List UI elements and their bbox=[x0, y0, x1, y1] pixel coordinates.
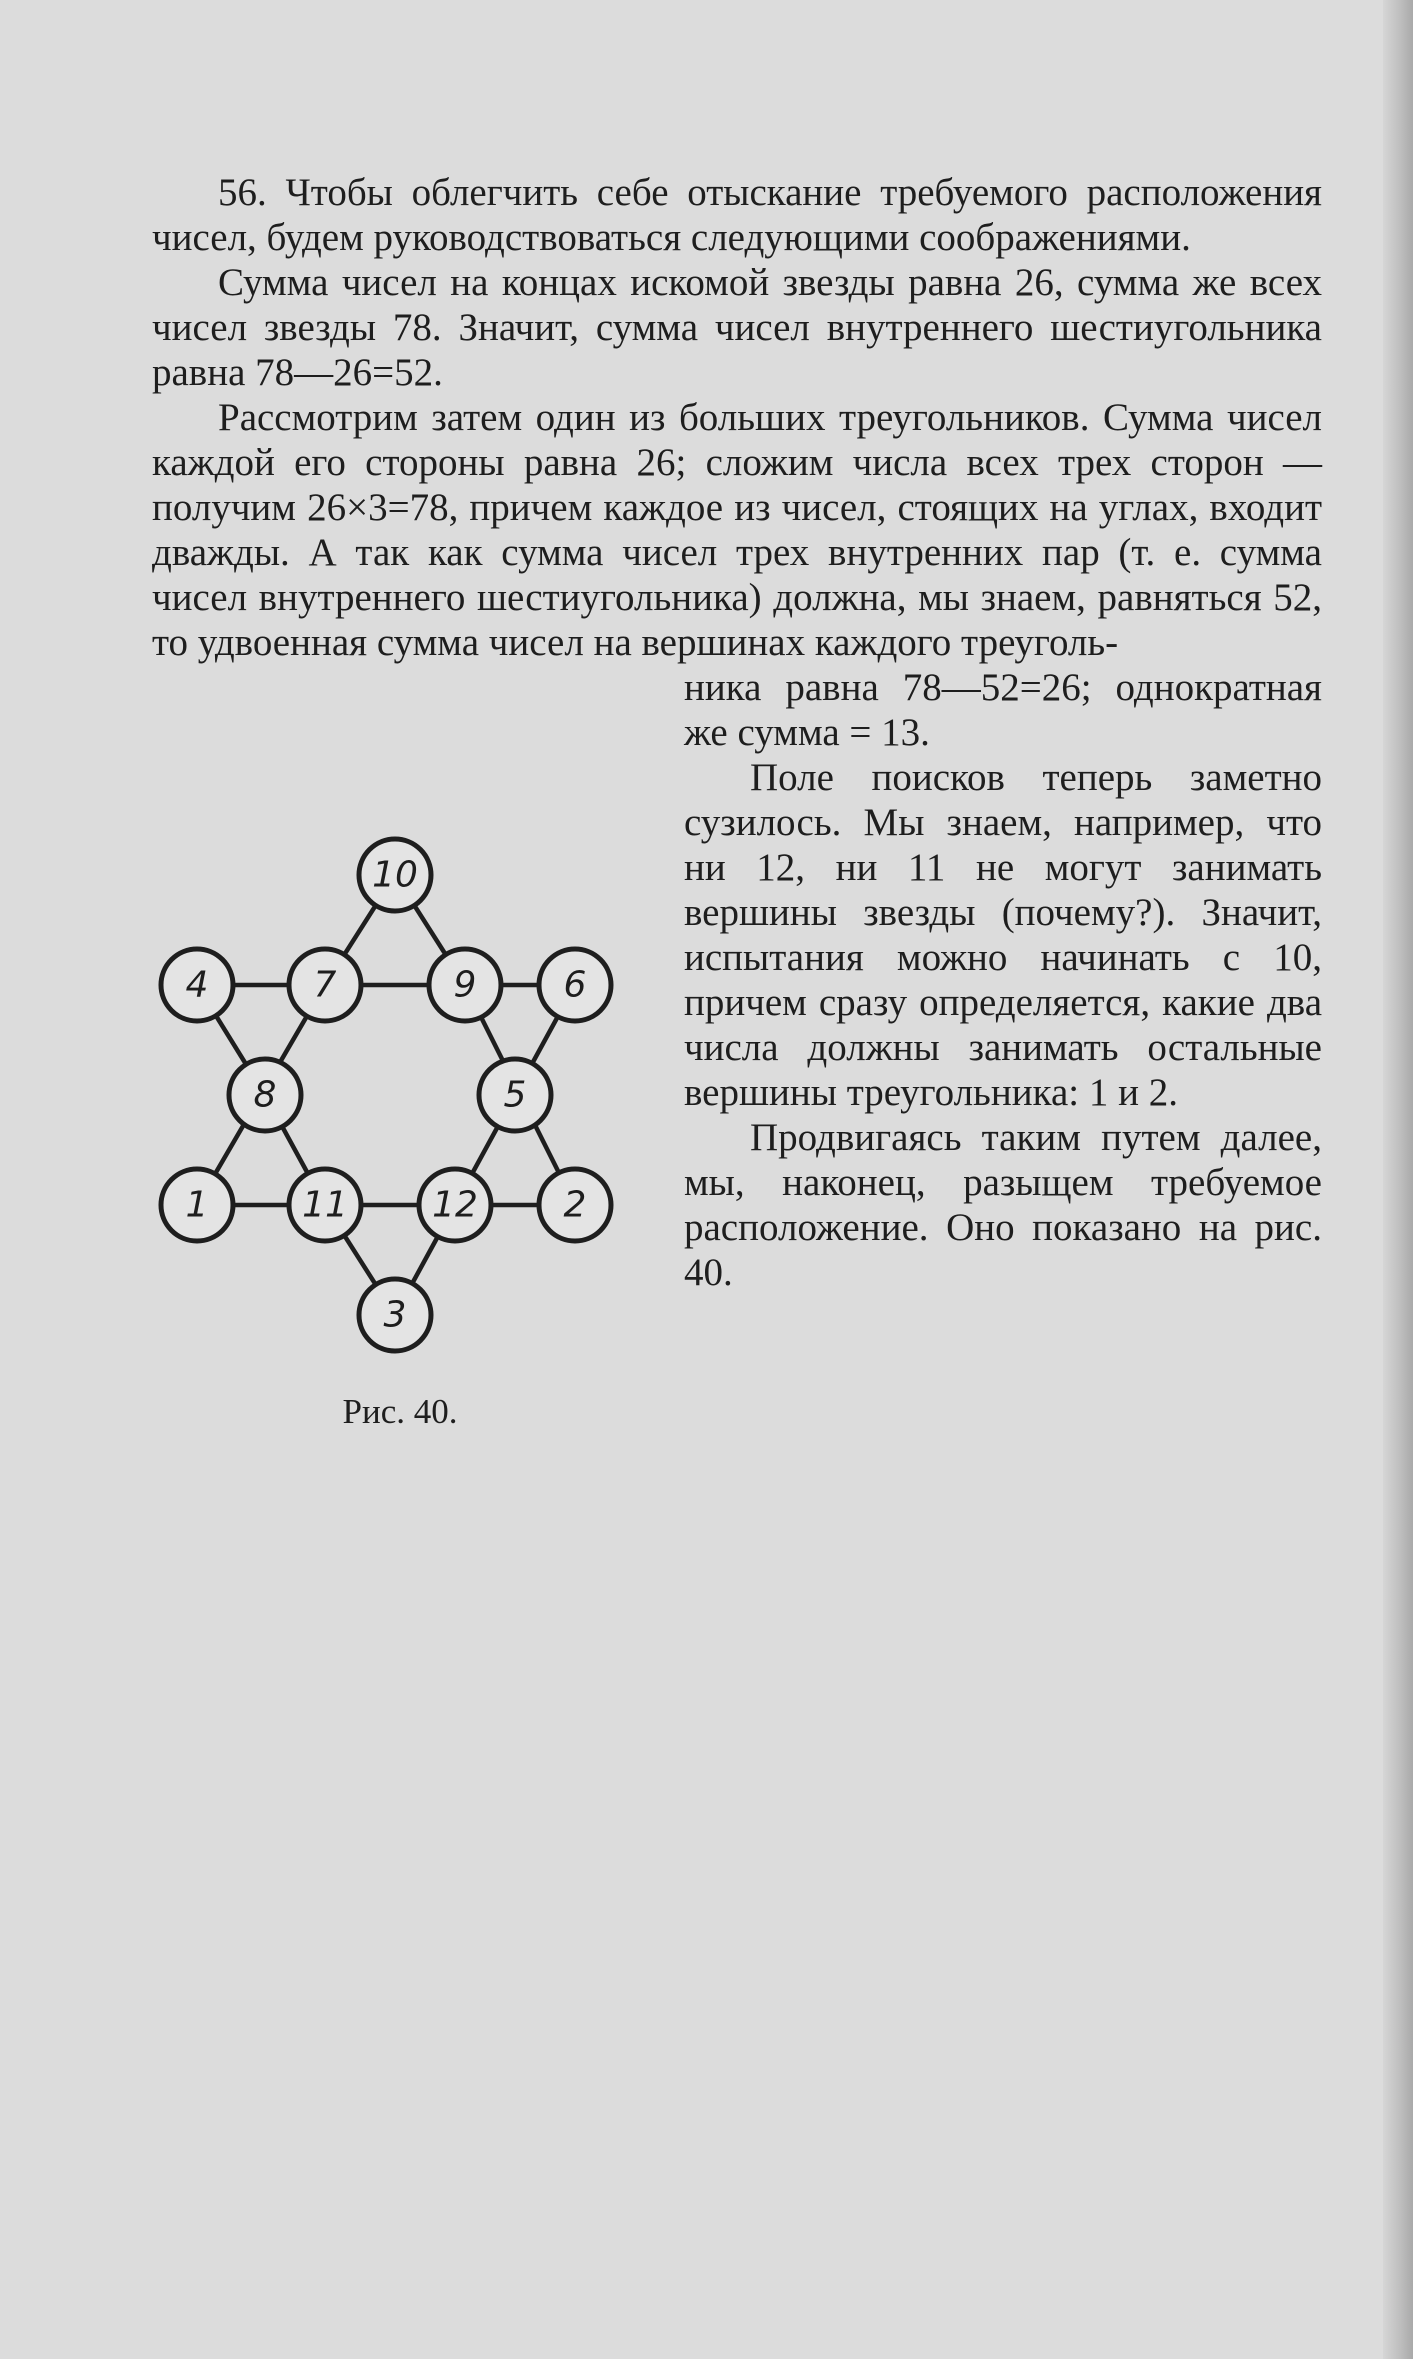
figure-caption: Рис. 40. bbox=[342, 1392, 458, 1431]
paragraph-conclusion: Продвигаясь таким путем далее, мы, наконец, разыщем требуемое расположение. Оно показано на рис. 40. bbox=[684, 1116, 1322, 1294]
node-lower-left-tip bbox=[161, 1169, 233, 1241]
paragraph-intro: 56. Чтобы облегчить себе отыскание требуемого расположения чисел, будем руководствоваться следующими соображениями. bbox=[152, 171, 1322, 259]
node-lower-inner-right bbox=[419, 1169, 491, 1241]
node-bottom-label: 3 bbox=[383, 1294, 407, 1336]
node-mid-left-label: 8 bbox=[253, 1074, 277, 1116]
node-upper-right-tip-label: 6 bbox=[563, 964, 587, 1006]
paragraph-triangles: Рассмотрим затем один из больших треугольников. Сумма чисел каждой его стороны равна 26; сложим числа всех трех сторон — получим 26×3=78, причем каждое из чисел, стоящих на углах, входит дважды. А так как сумма чисел трех внутренних пар (т. е. сумма чисел внутреннего шестиугольника) должна, мы знаем, равняться 52, то удвоенная сумма чисел на вершинах каждого треуголь- bbox=[152, 396, 1322, 664]
node-upper-left-tip-label: 4 bbox=[185, 964, 209, 1006]
node-lower-left-tip-label: 1 bbox=[185, 1184, 209, 1226]
star-figure bbox=[150, 818, 650, 1431]
node-mid-right bbox=[479, 1059, 551, 1131]
node-lower-inner-right-label: 12 bbox=[432, 1184, 478, 1226]
paragraph-triangles-continuation: ника равна 78—52=26; однократная же сумма = 13. bbox=[684, 666, 1322, 754]
page-edge-shadow bbox=[1383, 0, 1413, 2359]
node-lower-right-tip-label: 2 bbox=[563, 1184, 587, 1226]
node-mid-left bbox=[229, 1059, 301, 1131]
paragraph-search-field: Поле поисков теперь заметно сузилось. Мы знаем, например, что ни 12, ни 11 не могут занимать вершины звезды (почему?). Значит, испытания можно начинать с 10, причем сразу определяется, какие два числа должны занимать остальные вершины треугольника: 1 и 2. bbox=[684, 756, 1322, 1114]
node-upper-inner-right-label: 9 bbox=[453, 964, 477, 1006]
node-lower-right-tip bbox=[539, 1169, 611, 1241]
node-top bbox=[359, 839, 431, 911]
node-mid-right-label: 5 bbox=[503, 1074, 527, 1116]
node-upper-inner-right bbox=[429, 949, 501, 1021]
node-top-label: 10 bbox=[372, 854, 418, 896]
node-bottom bbox=[359, 1279, 431, 1351]
node-upper-inner-left-label: 7 bbox=[313, 964, 337, 1006]
node-upper-left-tip bbox=[161, 949, 233, 1021]
node-lower-inner-left bbox=[289, 1169, 361, 1241]
node-lower-inner-left-label: 11 bbox=[302, 1184, 348, 1226]
node-upper-inner-left bbox=[289, 949, 361, 1021]
node-upper-right-tip bbox=[539, 949, 611, 1021]
star-nodes bbox=[161, 839, 611, 1351]
paragraph-sums: Сумма чисел на концах искомой звезды равна 26, сумма же всех чисел звезды 78. Значит, сумма чисел внутреннего шестиугольника равна 78—26=52. bbox=[152, 261, 1322, 394]
star-diagram bbox=[150, 818, 650, 1378]
